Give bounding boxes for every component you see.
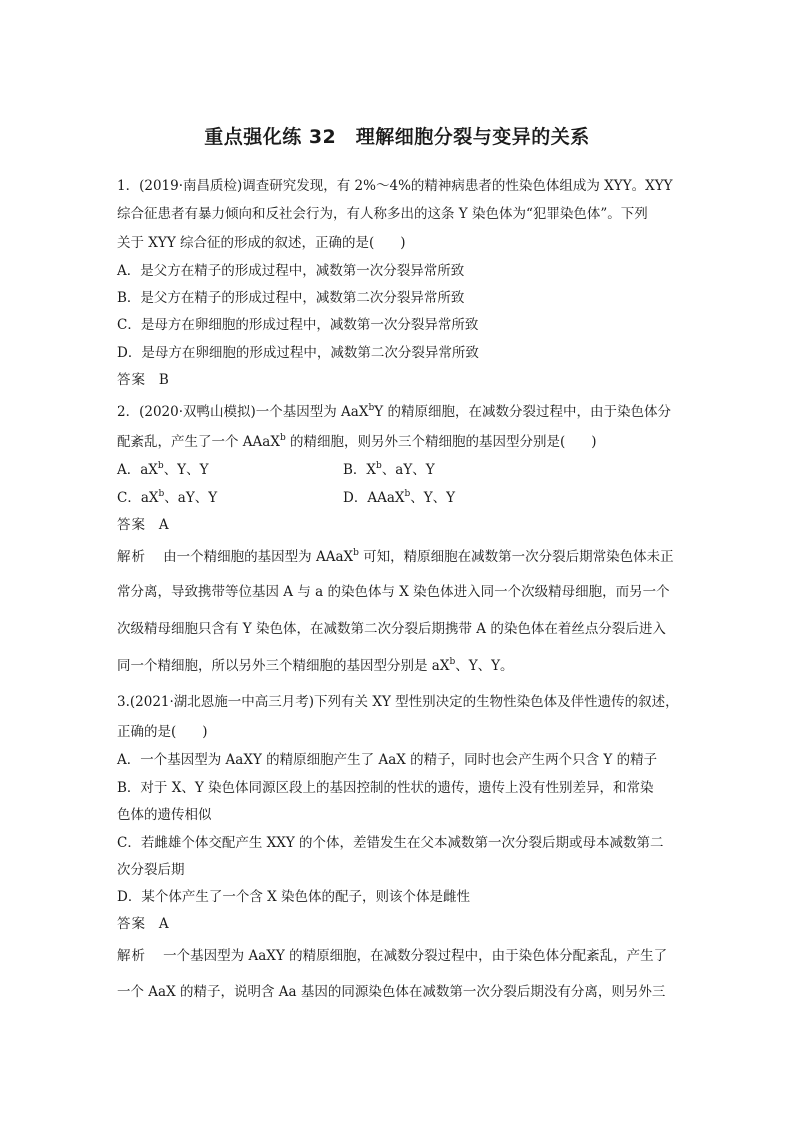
q2-option-a-sup: b: [157, 461, 164, 471]
q3-analysis-label: 解析: [117, 948, 146, 964]
q2-option-c-pre: C．aX: [117, 490, 159, 506]
q3-option-a: A．一个基因型为 AaXY 的精原细胞产生了 AaX 的精子，同时也会产生两个只含 Y 的精子: [117, 752, 658, 768]
q2-option-a-post: 、Y、Y: [163, 462, 209, 478]
q2-option-c-sup: b: [158, 489, 165, 499]
q2-line-2c: ): [591, 434, 597, 450]
q2-option-a: [117, 461, 209, 479]
q3-option-b-line-1: B．对于 X、Y 染色体同源区段上的基因控制的性状的遗传，遗传上没有性别差异，和常染: [117, 780, 654, 796]
q2-line-1b: Y 的精原细胞，在减数分裂过程中，由于染色体分: [374, 404, 671, 420]
q1-answer-label: 答案: [117, 372, 146, 388]
q3-option-c-line-2: 次分裂后期: [117, 862, 185, 878]
q3-line-2a: 正确的是(: [117, 724, 177, 740]
q2-analysis-1b: 可知，精原细胞在减数第一次分裂后期常染色体未正: [358, 549, 674, 565]
q2-analysis-1-sup: b: [353, 548, 359, 558]
q2-analysis-4a: 同一个精细胞，所以另外三个精细胞的基因型分别是 aX: [117, 658, 450, 674]
q3-analysis-line-2: 一个 AaX 的精子，说明含 Aa 基因的同源染色体在减数第一次分裂后期没有分离，则另外三: [117, 984, 666, 1000]
q2-option-b-sup: b: [376, 461, 382, 471]
q2-line-2a: 配紊乱，产生了一个 AAaX: [117, 434, 280, 450]
q2-option-d-pre: D．AAaX: [343, 490, 405, 506]
q1-option-b: B．是父方在精子的形成过程中，减数第二次分裂异常所致: [117, 290, 465, 306]
q2-line-2: [117, 433, 597, 451]
q2-answer: [117, 516, 169, 534]
q1-line-3-text: 关于 XYY 综合征的形成的叙述，正确的是(: [117, 235, 375, 251]
page-title: 重点强化练 32 理解细胞分裂与变异的关系: [204, 126, 590, 148]
q2-analysis-line-3: 次级精母细胞只含有 Y 染色体，在减数第二次分裂后期携带 A 的染色体在着丝点分裂后进入: [117, 621, 666, 637]
q2-line-1-sup: b: [368, 403, 375, 413]
q2-option-c: [117, 489, 217, 507]
q2-analysis-line-4: [117, 657, 514, 675]
q3-line-1: 3.(2021·湖北恩施一中高三月考)下列有关 XY 型性别决定的生物性染色体及伴性遗传的叙述，: [117, 694, 679, 710]
q2-option-d: [343, 489, 455, 507]
q2-analysis-4-sup: b: [449, 657, 456, 667]
q3-analysis-line-1: [117, 947, 667, 965]
q2-analysis-label: 解析: [117, 549, 146, 565]
q1-option-a: A．是父方在精子的形成过程中，减数第一次分裂异常所致: [117, 263, 465, 279]
q1-answer-value: B: [158, 372, 169, 388]
q2-option-a-pre: A．aX: [117, 462, 158, 478]
q2-line-1a: 2．(2020·双鸭山模拟)一个基因型为 AaX: [117, 404, 369, 420]
q3-option-d: D．某个体产生了一个含 X 染色体的配子，则该个体是雌性: [117, 889, 471, 905]
q2-line-1: [117, 403, 671, 421]
q3-option-c-line-1: C．若雌雄个体交配产生 XXY 的个体，差错发生在父本减数第一次分裂后期或母本减数第二: [117, 835, 664, 851]
q2-analysis-line-2: 常分离，导致携带等位基因 A 与 a 的染色体与 X 染色体进入同一个次级精母细胞，而另一个: [117, 584, 670, 600]
q2-option-b-post: 、aY、Y: [381, 462, 435, 478]
q3-option-b-line-2: 色体的遗传相似: [117, 807, 212, 823]
q3-line-2b: ): [202, 724, 208, 740]
q1-option-d: D．是母方在卵细胞的形成过程中，减数第二次分裂异常所致: [117, 345, 479, 361]
q1-line-2: 综合征患者有暴力倾向和反社会行为，有人称多出的这条 Y 染色体为“犯罪染色体”。下列: [117, 206, 648, 222]
q2-analysis-4b: 、Y、Y。: [455, 658, 514, 674]
q2-option-b: [343, 461, 435, 479]
q2-line-2-sup: b: [279, 433, 286, 443]
q3-answer-value: A: [158, 916, 169, 932]
q2-option-b-pre: B．X: [343, 462, 377, 478]
q3-line-2: [117, 723, 208, 741]
q2-line-2b: 的精细胞，则另外三个精细胞的基因型分别是(: [285, 434, 566, 450]
q2-option-c-post: 、aY、Y: [164, 490, 218, 506]
q2-analysis-1a: 由一个精细胞的基因型为 AAaX: [163, 549, 354, 565]
q1-answer: [117, 371, 169, 389]
q1-line-3-close: ): [400, 235, 406, 251]
q2-answer-label: 答案: [117, 517, 146, 533]
q3-answer-label: 答案: [117, 916, 146, 932]
q3-analysis-1: 一个基因型为 AaXY 的精原细胞，在减数分裂过程中，由于染色体分配紊乱，产生了: [163, 948, 668, 964]
q2-option-d-sup: b: [404, 489, 411, 499]
q1-line-1: 1．(2019·南昌质检)调查研究发现，有 2%～4%的精神病患者的性染色体组成为 XYY。XYY: [117, 178, 673, 194]
q1-line-3: [117, 234, 406, 252]
q2-analysis-line-1: [117, 548, 674, 566]
q3-answer: [117, 915, 169, 933]
q1-option-c: C．是母方在卵细胞的形成过程中，减数第一次分裂异常所致: [117, 317, 479, 333]
q2-option-d-post: 、Y、Y: [410, 490, 456, 506]
q2-answer-value: A: [158, 517, 169, 533]
